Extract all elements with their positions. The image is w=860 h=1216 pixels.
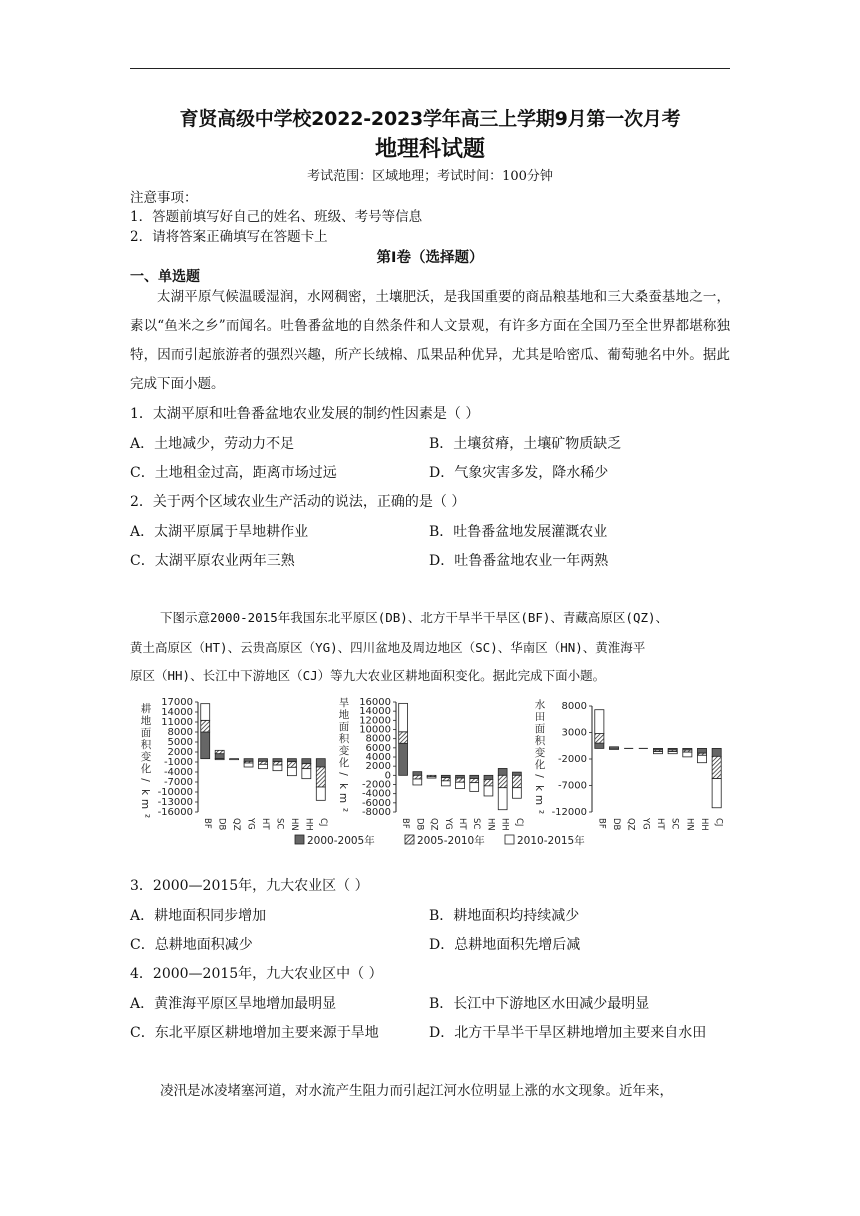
bar-DB-2 [413,775,422,779]
question-4-stem: 4．2000—2015年，九大农业区中（ ） [130,966,383,982]
y-axis-label: 积 [338,733,350,745]
bar-BF-3 [595,710,604,734]
bar-BF-3 [399,703,408,731]
bar-YG-2 [441,778,450,781]
bar-CJ-1 [316,759,325,767]
bar-YG-3 [441,781,450,786]
y-tick-label: -8000 [361,807,391,818]
y-axis-label: 变 [534,747,546,759]
y-tick-label: -16000 [157,807,193,818]
x-tick-label: HN [684,818,695,831]
x-tick-label: SC [471,818,482,830]
bar-HN-2 [287,762,296,768]
bar-DB-3 [413,779,422,785]
bar-HH-2 [302,764,311,769]
question-3-option-b[interactable]: B．耕地面积均持续减少 [429,908,580,924]
y-tick-label: 2000 [365,761,391,773]
y-axis-label: 地 [338,709,350,721]
y-axis-label: 变 [140,751,152,763]
bar-CJ-2 [512,775,521,787]
bar-HT-3 [259,764,268,768]
y-tick-label: 17000 [161,697,193,708]
legend-swatch-2 [405,835,414,844]
y-axis-label: 积 [534,735,546,747]
bar-HH-1 [697,748,706,753]
x-tick-label: HT [457,818,467,830]
x-tick-label: QZ [231,818,242,831]
bar-HN-3 [484,786,493,796]
y-axis-label: ² [533,809,545,815]
legend-swatch-1 [295,835,304,844]
notice-item-1: 1．答题前填写好自己的姓名、班级、考号等信息 [130,209,423,225]
bar-BF-2 [399,732,408,743]
y-tick-label: -2000 [557,754,587,765]
y-axis-label: 地 [140,715,152,727]
y-axis-label: 水 [534,699,546,711]
y-axis-label: 面 [534,723,546,735]
notice-item-2: 2．请将答案正确填写在答题卡上 [130,229,328,245]
y-axis-label: 积 [140,739,152,751]
bar-HH-1 [302,759,311,764]
question-3-stem: 3．2000—2015年，九大农业区（ ） [130,878,369,894]
x-tick-label: HT [655,818,665,830]
question-1-option-b[interactable]: B．土壤贫瘠，土壤矿物质缺乏 [429,436,622,452]
question-2-option-c[interactable]: C．太湖平原农业两年三熟 [130,553,295,569]
y-axis-label: / [337,772,349,776]
farmland-change-charts [130,690,730,860]
x-tick-label: SC [274,818,285,830]
bar-HN-2 [484,779,493,785]
y-tick-label: 5000 [167,737,193,748]
y-tick-label: 3000 [561,727,587,739]
question-4-option-c[interactable]: C．东北平原区耕地增加主要来源于旱地 [130,1025,379,1041]
x-tick-label: YG [442,818,453,830]
y-tick-label: 8000 [167,727,193,738]
bar-BF-2 [595,734,604,744]
bar-QZ-3 [427,777,436,778]
notice-heading: 注意事项： [130,190,198,206]
x-tick-label: BF [596,818,607,829]
bar-HH-3 [697,755,706,762]
question-2-option-d[interactable]: D．吐鲁番盆地农业一年两熟 [429,553,609,569]
bar-QZ-3 [230,759,239,760]
x-tick-label: DB [611,818,621,831]
legend-swatch-3 [505,835,514,844]
bar-HH-2 [498,775,507,787]
x-tick-label: CJ [513,818,524,827]
y-axis-label: 旱 [338,697,350,709]
y-axis-label: ² [337,807,349,813]
y-axis-label: 田 [534,711,546,723]
x-tick-label: BF [202,818,213,829]
bar-CJ-3 [512,788,521,799]
x-tick-label: HN [288,818,299,831]
y-axis-label: 面 [338,721,350,733]
bar-HT-3 [456,782,465,788]
x-tick-label: HH [303,818,314,831]
exam-info: 考试范围：区域地理；考试时间：100分钟 [307,169,553,184]
question-2-stem: 2．关于两个区域农业生产活动的说法，正确的是（ ） [130,494,466,510]
bar-BF-1 [595,743,604,748]
bar-SC-3 [273,765,282,771]
bar-DB-3 [609,748,618,749]
y-tick-label: -10000 [157,787,193,798]
question-3-option-c[interactable]: C．总耕地面积减少 [130,937,253,953]
bar-HH-1 [498,768,507,775]
question-4-option-a[interactable]: A．黄淮海平原区旱地增加最明显 [130,996,337,1012]
bar-CJ-2 [712,756,721,778]
y-axis-label: m [139,798,151,810]
x-tick-label: HT [260,818,270,830]
bar-HT-2 [259,761,268,764]
question-3-option-a[interactable]: A．耕地面积同步增加 [130,908,267,924]
question-3-option-d[interactable]: D．总耕地面积先增后减 [429,937,581,953]
y-tick-label: -7000 [163,777,193,788]
y-axis-label: m [533,794,545,806]
bar-HN-1 [484,775,493,779]
x-tick-label: HH [499,818,510,831]
bar-HN-3 [287,767,296,775]
x-tick-label: YG [245,818,256,830]
x-tick-label: HH [699,818,709,831]
bar-DB-1 [215,754,224,759]
legend-label-2: 2005-2010年 [417,835,485,847]
legend-label-1: 2000-2005年 [307,835,375,847]
exam-title: 育贤高级中学校2022-2023学年高三上学期9月第一次月考 [179,108,681,130]
question-4-option-b[interactable]: B．长江中下游地区水田减少最明显 [429,996,650,1012]
bar-CJ-3 [316,787,325,800]
y-axis-label: / [533,774,545,778]
y-tick-label: 8000 [365,733,391,745]
y-axis-label: / [139,778,151,782]
x-tick-label: CJ [317,818,328,827]
chart-1 [139,697,328,831]
x-tick-label: HN [485,818,496,831]
y-tick-label: -7000 [557,780,587,792]
bar-HT-1 [456,775,465,778]
x-tick-label: QZ [625,818,636,831]
bar-SC-1 [273,759,282,762]
y-axis-label: 耕 [140,703,152,715]
y-axis-label: 化 [534,759,546,771]
passage-2-line-1: 下图示意2000-2015年我国东北平原区(DB)、北方干旱半干旱区(BF)、青藏高原区(QZ)、 [160,610,669,625]
question-1-stem: 1．太湖平原和吐鲁番盆地农业发展的制约性因素是（ ） [130,406,480,422]
y-tick-label: 8000 [561,701,587,712]
y-tick-label: 16000 [359,697,391,708]
bar-DB-1 [413,772,422,776]
bar-SC-3 [668,752,677,754]
y-tick-label: 14000 [161,707,193,718]
bar-HT-2 [456,778,465,782]
y-tick-label: 2000 [167,747,193,758]
y-axis-label: ² [139,813,151,819]
y-axis-label: 面 [140,727,152,739]
passage-1: 太湖平原气候温暖湿润，水网稠密，土壤肥沃，是我国重要的商品粮基地和三大桑蚕基地之一，素以“鱼米之乡”而闻名。吐鲁番盆地的自然条件和人文景观，有许多方面在全国乃至全世界都堪称独特，因而引起旅游者的强烈兴趣，所产长绒棉、瓜果品种优异，尤其是哈密瓜、葡萄驰名中外。据此完成下面小题。 [130,289,730,392]
y-tick-label: 14000 [359,706,391,718]
y-tick-label: -6000 [361,797,391,809]
x-tick-label: DB [414,818,425,831]
bar-SC-3 [470,783,479,792]
bar-HH-3 [302,769,311,779]
y-tick-label: -13000 [157,797,193,808]
bar-SC-2 [470,779,479,783]
y-axis-label: 化 [140,763,152,775]
y-tick-label: 0 [384,770,391,782]
y-axis-label: k [337,782,349,790]
x-tick-label: QZ [428,818,439,831]
x-tick-label: SC [669,818,680,830]
top-rule [130,68,730,69]
bar-HT-3 [653,752,662,754]
y-tick-label: -4000 [361,788,391,800]
bar-CJ-1 [712,748,721,756]
x-tick-label: YG [640,818,651,830]
chart-2 [337,697,524,831]
question-1-option-a[interactable]: A．土地减少，劳动力不足 [130,436,295,452]
bar-BF-1 [399,743,408,775]
bar-HN-3 [683,752,692,757]
y-tick-label: 11000 [161,717,193,728]
y-tick-label: -4000 [163,767,193,778]
bar-CJ-1 [512,772,521,775]
y-axis-label: 化 [338,757,350,769]
subject-title: 地理科试题 [374,137,485,162]
y-tick-label: -2000 [361,779,391,791]
y-tick-label: -1000 [163,757,193,768]
bar-DB-2 [215,750,224,753]
passage-3: 凌汛是冰凌堵塞河道，对水流产生阻力而引起江河水位明显上涨的水文现象。近年来， [160,1083,673,1099]
bar-CJ-3 [712,779,721,808]
bar-SC-2 [273,762,282,765]
bar-DB-3 [215,759,224,760]
x-tick-label: CJ [713,818,724,827]
question-1-option-d[interactable]: D．气象灾害多发，降水稀少 [429,465,609,481]
question-2-option-b[interactable]: B．吐鲁番盆地发展灌溉农业 [429,524,608,540]
question-2-option-a[interactable]: A．太湖平原属于旱地耕作业 [130,524,309,540]
section-heading: 一、单选题 [130,269,200,285]
bar-CJ-2 [316,767,325,787]
y-tick-label: -12000 [551,807,587,818]
y-axis-label: k [533,784,545,792]
bar-HN-1 [287,759,296,762]
x-tick-label: DB [216,818,227,831]
y-tick-label: 12000 [359,715,391,727]
bar-BF-3 [201,704,210,721]
question-4-option-d[interactable]: D．北方干旱半干旱区耕地增加主要来自水田 [429,1025,707,1041]
legend-label-3: 2010-2015年 [517,835,585,847]
y-axis-label: k [139,788,151,796]
y-tick-label: 10000 [359,724,391,736]
chart-3 [533,698,724,831]
y-axis-label: m [337,792,349,804]
y-tick-label: 4000 [365,752,391,763]
passage-2-line-3: 原区（HH)、长江中下游地区（CJ）等九大农业区耕地面积变化。据此完成下面小题。 [130,668,606,683]
part-title: 第Ⅰ卷（选择题） [376,250,484,266]
bar-BF-2 [201,720,210,732]
bar-HH-3 [498,788,507,810]
y-tick-label: 6000 [365,742,391,754]
passage-2-line-2: 黄土高原区（HT)、云贵高原区（YG)、四川盆地及周边地区（SC)、华南区（HN)、黄淮海平 [130,640,646,655]
question-1-option-c[interactable]: C．土地租金过高，距离市场过远 [130,465,337,481]
bar-YG-3 [244,763,253,767]
x-tick-label: BF [400,818,411,829]
bar-SC-1 [470,775,479,778]
y-axis-label: 变 [338,745,350,757]
chart-legend [295,834,585,847]
bar-BF-1 [201,732,210,759]
